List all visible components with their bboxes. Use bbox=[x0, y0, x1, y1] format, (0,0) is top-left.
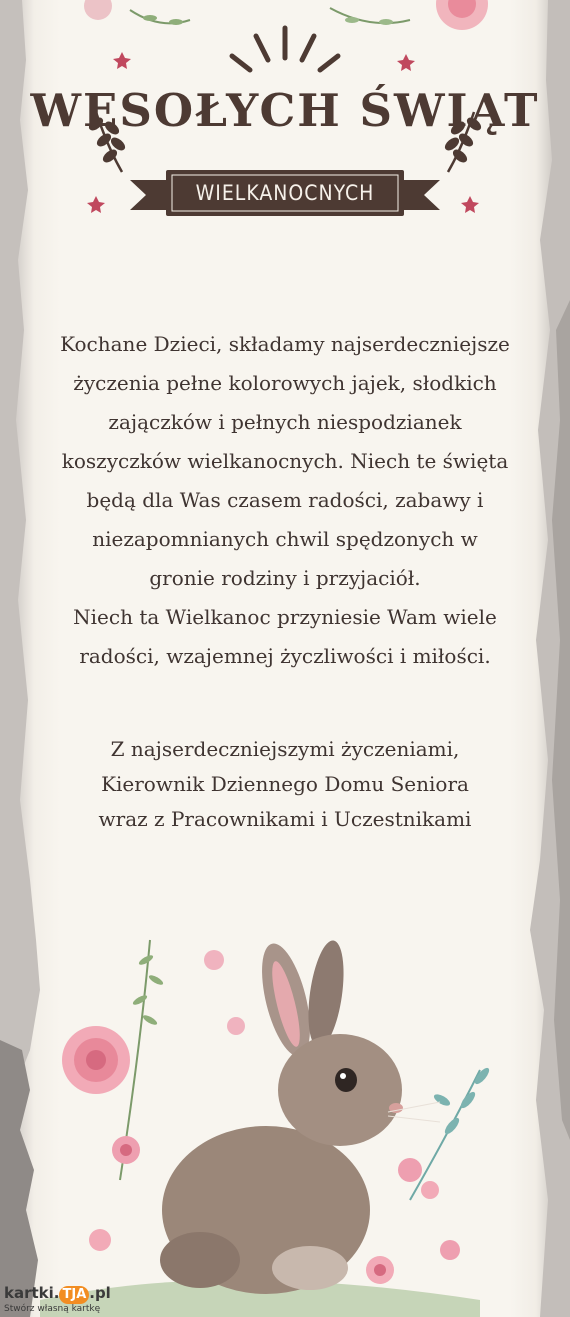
message-line: niezapomnianych chwil spędzonych w bbox=[92, 527, 478, 551]
bunny-illustration bbox=[160, 938, 440, 1294]
title-sub: WIELKANOCNYCH bbox=[195, 181, 375, 205]
message-line: życzenia pełne kolorowych jajek, słodkich bbox=[73, 371, 497, 395]
message-line: będą dla Was czasem radości, zabawy i bbox=[86, 488, 484, 512]
torn-edge-left-dark bbox=[0, 1040, 38, 1317]
signature-line: Z najserdeczniejszymi życzeniami, bbox=[110, 737, 460, 761]
logo-brand-prefix: kartki. bbox=[4, 1284, 60, 1302]
greeting-message bbox=[40, 325, 530, 676]
message-line: gronie rodziny i przyjaciół. bbox=[149, 566, 421, 590]
title-main: WESOŁYCH ŚWIĄT bbox=[30, 84, 540, 137]
logo-tagline: Stwórz własną kartkę bbox=[4, 1304, 101, 1314]
message-line: radości, wzajemnej życzliwości i miłości. bbox=[79, 644, 491, 668]
message-line: koszyczków wielkanocnych. Niech te święta bbox=[61, 449, 509, 473]
logo-brand-highlight: TJA bbox=[59, 1286, 89, 1304]
kartki-logo-link[interactable] bbox=[4, 1284, 118, 1314]
message-line: zajączków i pełnych niespodzianek bbox=[108, 410, 462, 434]
signature-line: wraz z Pracownikami i Uczestnikami bbox=[98, 807, 472, 831]
logo-brand bbox=[4, 1284, 118, 1304]
message-line: Niech ta Wielkanoc przyniesie Wam wiele bbox=[73, 605, 497, 629]
signature-line: Kierownik Dziennego Domu Seniora bbox=[101, 772, 469, 796]
greeting-signature bbox=[40, 732, 530, 837]
message-line: Kochane Dzieci, składamy najserdeczniejsze bbox=[60, 332, 510, 356]
logo-brand-suffix: .pl bbox=[89, 1284, 111, 1302]
card-title bbox=[0, 0, 570, 260]
